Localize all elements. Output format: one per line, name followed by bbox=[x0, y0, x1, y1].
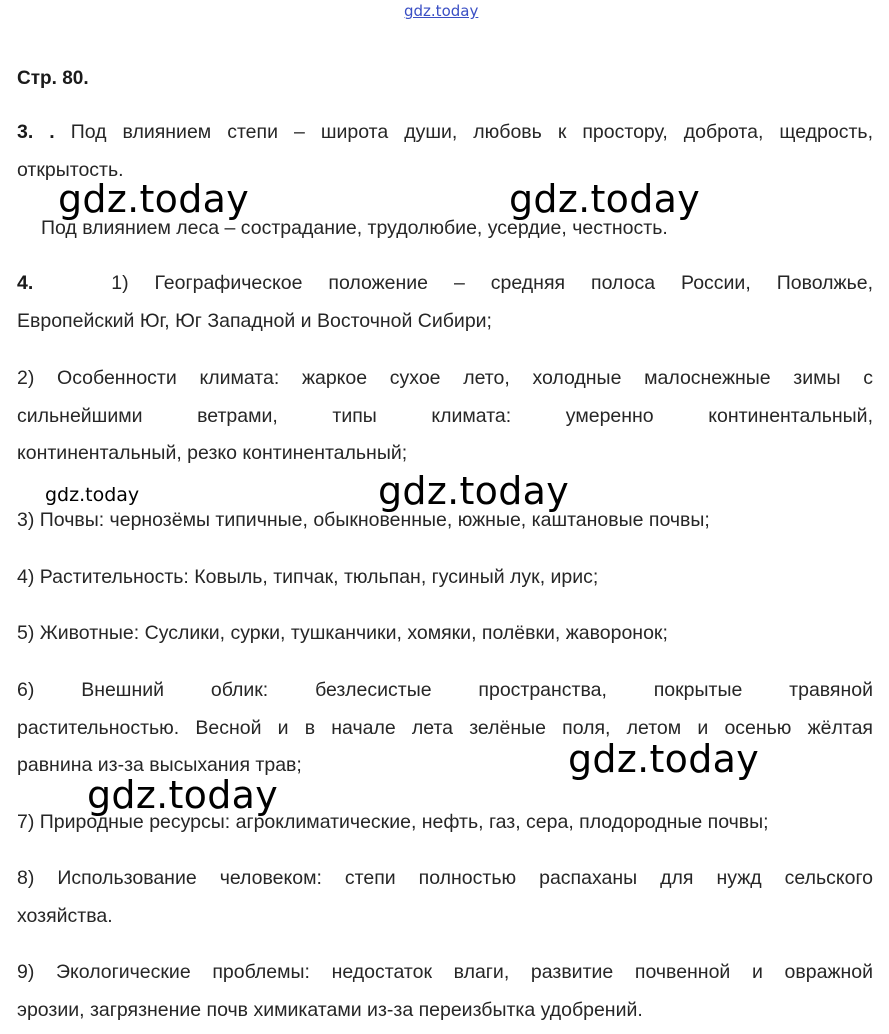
item-4-point-9-line-1: 9) Экологические проблемы: недостаток влаги, развитие почвенной и овражной bbox=[17, 961, 873, 983]
watermark-text: gdz.today bbox=[45, 484, 140, 506]
item-4-point-8-line-2: хозяйства. bbox=[17, 904, 113, 927]
item-3-line-2: открытость. bbox=[17, 158, 124, 181]
watermark-text: gdz.today bbox=[58, 177, 250, 221]
item-4-point-4: 4) Растительность: Ковыль, типчак, тюльпан, гусиный лук, ирис; bbox=[17, 566, 599, 588]
item-3-text-1: Под влиянием степи – широта души, любовь к простору, доброта, щедрость, bbox=[70, 121, 873, 143]
item-4-point-6-line-1: 6) Внешний облик: безлесистые пространства, покрытые травяной bbox=[17, 679, 873, 701]
item-4-point-9 bbox=[17, 954, 873, 1029]
page-heading: Стр. 80. bbox=[17, 68, 89, 89]
item-4-number: 4. bbox=[17, 272, 34, 294]
watermark-text: gdz.today bbox=[568, 737, 760, 781]
item-4-point-9-line-2: эрозии, загрязнение почв химикатами из-за переизбытка удобрений. bbox=[17, 998, 643, 1021]
watermark-text: gdz.today bbox=[378, 469, 570, 513]
item-3-line-1 bbox=[17, 114, 873, 152]
item-4-point-7: 7) Природные ресурсы: агроклиматические, нефть, газ, сера, плодородные почвы; bbox=[17, 811, 769, 833]
item-3-number: 3. . bbox=[17, 121, 55, 143]
item-4-point-8-line-1: 8) Использование человеком: степи полностью распаханы для нужд сельского bbox=[17, 867, 873, 889]
watermark-text: gdz.today bbox=[87, 773, 279, 817]
item-4-point-5: 5) Животные: Суслики, сурки, тушканчики, хомяки, полёвки, жаворонок; bbox=[17, 622, 668, 644]
item-4-point-1 bbox=[17, 265, 873, 340]
item-4-point-6-line-3: равнина из-за высыхания трав; bbox=[17, 754, 302, 776]
watermark-link-top[interactable]: gdz.today bbox=[404, 2, 479, 20]
item-4-point-1-text-1: 1) Географическое положение – средняя полоса России, Поволжье, bbox=[111, 272, 873, 294]
item-4-point-2 bbox=[17, 360, 873, 473]
item-4-point-3: 3) Почвы: чернозёмы типичные, обыкновенные, южные, каштановые почвы; bbox=[17, 509, 710, 531]
watermark-text: gdz.today bbox=[509, 177, 701, 221]
item-4-point-8 bbox=[17, 860, 873, 935]
item-4-line-1 bbox=[17, 265, 873, 303]
item-4-point-6-line-2: растительностью. Весной и в начале лета зелёные поля, летом и осенью жёлтая bbox=[17, 716, 873, 739]
item-4-point-2-line-3: континентальный, резко континентальный; bbox=[17, 442, 408, 464]
item-4-point-2-line-2: сильнейшими ветрами, типы климата: умеренно континентальный, bbox=[17, 404, 873, 427]
item-4-point-1-text-2: Европейский Юг, Юг Западной и Восточной Сибири; bbox=[17, 309, 492, 332]
item-3-forest-text: Под влиянием леса – сострадание, трудолюбие, усердие, честность. bbox=[41, 217, 668, 239]
item-4-point-2-line-1: 2) Особенности климата: жаркое сухое лето, холодные малоснежные зимы с bbox=[17, 367, 873, 389]
